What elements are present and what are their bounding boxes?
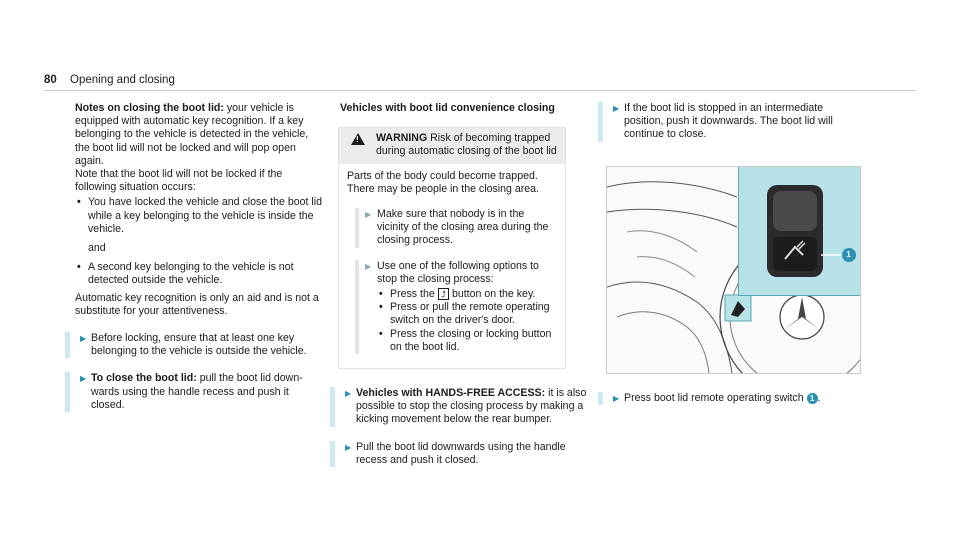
option-text: Press the: [390, 288, 438, 301]
list-item: [377, 288, 558, 301]
warning-header: [339, 128, 565, 163]
section-title: Opening and closing: [70, 74, 175, 86]
boot-lid-button-icon: ⮥: [438, 288, 449, 300]
list-item: • Press the closing or locking button on the boot lid.: [377, 328, 558, 354]
option-text: button on the key.: [449, 288, 536, 301]
callout-badge: 1: [843, 249, 854, 260]
and-text: and: [88, 242, 106, 255]
step-title: Vehicles with HANDS-FREE ACCESS:: [356, 387, 546, 400]
step-text: If the boot lid is stopped in an intermediate position, push it downwards. The boot lid will continue to close.: [624, 102, 833, 141]
page-header: [44, 74, 175, 87]
warning-step-stop: [355, 260, 558, 354]
notes-paragraph: [75, 102, 325, 168]
step-before-locking: [65, 332, 325, 358]
step-text: Before locking, ensure that at least one key belonging to the vehicle is outside the vehicle.: [91, 332, 307, 358]
header-divider: [44, 90, 916, 91]
step-stopped: [598, 102, 863, 142]
switch-detail-inset: [738, 167, 861, 296]
warning-triangle-icon: [351, 133, 365, 145]
notes-title: Notes on closing the boot lid:: [75, 102, 224, 114]
step-title: To close the boot lid:: [91, 372, 197, 385]
step-text: pull the boot lid down-wards using the handle recess and push it closed.: [91, 372, 303, 411]
stop-options-list: [377, 288, 558, 354]
page-number: 80: [44, 74, 57, 86]
list-item: • A second key belonging to the vehicle is not detected outside the vehicle.: [75, 261, 325, 287]
situation-list-2: [75, 261, 325, 287]
step-press-switch: [598, 392, 863, 405]
warning-box: [338, 127, 566, 369]
notes-text: your vehicle is equipped with automatic key recognition. If a key belonging to the vehicle is detected in the vehicle, the boot lid will not be locked and will pop open again.: [75, 102, 309, 167]
step-text: Pull the boot lid downwards using the handle recess and push it closed.: [356, 440, 566, 466]
column-2: [340, 102, 590, 467]
section-heading: Vehicles with boot lid convenience closing: [340, 102, 555, 114]
step-pull-boot-lid: [330, 441, 590, 467]
step-text: Press boot lid remote operating switch: [624, 391, 807, 404]
step-hands-free: [330, 387, 590, 427]
column-1: [75, 102, 325, 412]
warning-title: Risk of becoming trapped during automatic closing of the boot lid: [376, 132, 557, 158]
callout-badge: 1: [807, 393, 818, 404]
list-item: • Press or pull the remote operating switch on the driver's door.: [377, 301, 558, 327]
warning-text: Parts of the body could become trapped. There may be people in the closing area.: [347, 169, 539, 195]
step-text: it is also possible to stop the closing process by making a kicking movement below the rear bumper.: [356, 387, 587, 426]
warning-label: WARNING: [376, 132, 428, 145]
list-item: • You have locked the vehicle and close the boot lid while a key belonging to the vehicle is inside the vehicle.: [75, 196, 325, 236]
column-3: [608, 102, 863, 405]
switch-detail-drawing: [739, 167, 861, 295]
aid-paragraph: Automatic key recognition is only an aid and is not a substitute for your attentiveness.: [75, 291, 319, 317]
door-switch-illustration: [606, 166, 861, 374]
step-text: Use one of the following options to stop the closing process:: [377, 259, 539, 285]
note-paragraph: Note that the boot lid will not be locked if the following situation occurs:: [75, 168, 283, 194]
step-text: .: [817, 391, 821, 404]
warning-body: [339, 164, 565, 354]
step-text: Make sure that nobody is in the vicinity of the closing area during the closing process.: [377, 208, 549, 247]
warning-step-vicinity: [355, 208, 558, 248]
step-close-boot-lid: [65, 372, 325, 412]
situation-list: [75, 196, 325, 236]
